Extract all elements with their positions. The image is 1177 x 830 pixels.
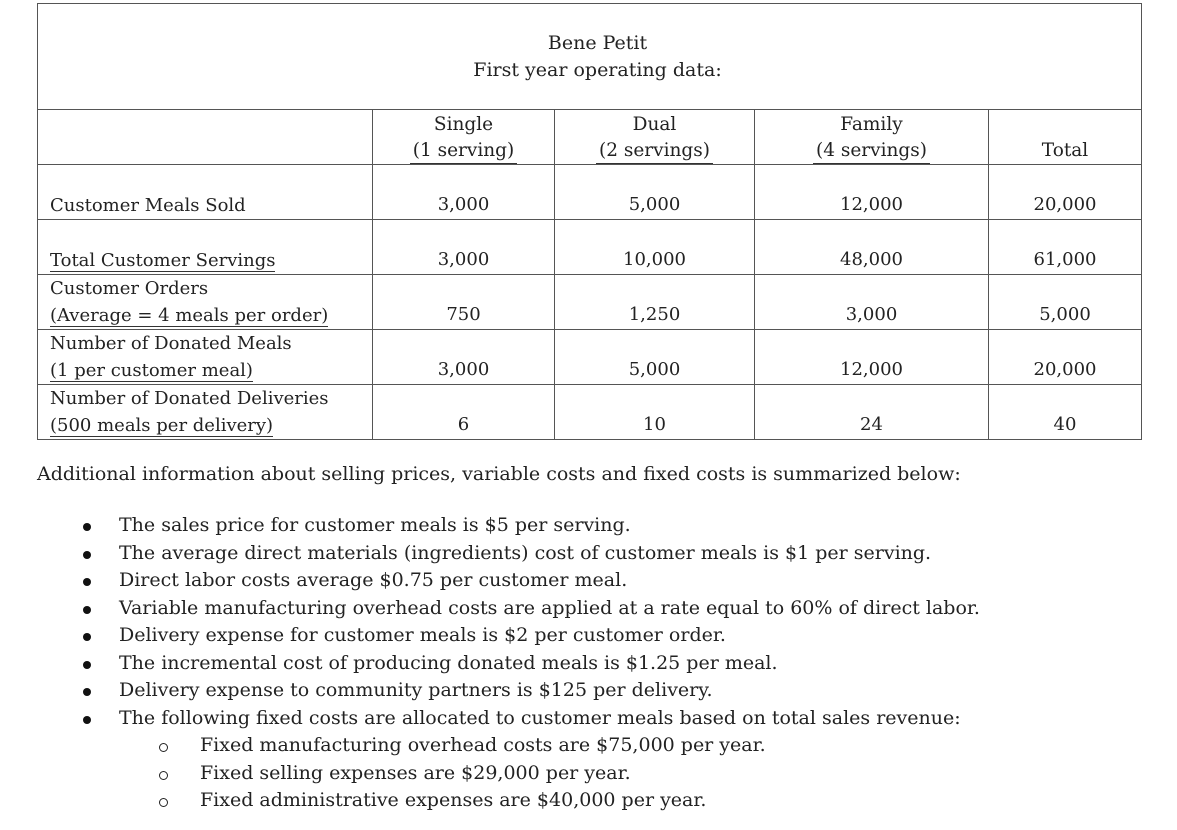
table-cell: 5,000 (555, 330, 755, 385)
header-empty-cell (38, 110, 373, 165)
sub-list-item: Fixed administrative expenses are $40,000 per year. (0, 787, 980, 815)
fixed-cost-sublist (119, 732, 980, 815)
table-row (38, 275, 1142, 330)
list-item: The incremental cost of producing donated meals is $1.25 per meal. (0, 650, 980, 678)
bullet-dot-icon (83, 661, 91, 669)
bullet-dot-icon (83, 523, 91, 531)
table-cell: 20,000 (989, 330, 1142, 385)
list-item: Delivery expense for customer meals is $2 per customer order. (0, 622, 980, 650)
operating-data-table-container (37, 3, 1141, 440)
list-item: The average direct materials (ingredients) cost of customer meals is $1 per serving. (0, 540, 980, 568)
list-item: The following fixed costs are allocated to customer meals based on total sales revenue: Fixed manufacturing overhead costs are $75,000 per year. Fixed selling expenses are $29,000 per year. Fixed administrative expenses are $40,000 per year. (0, 705, 980, 815)
row-label: Number of Donated Deliveries (500 meals per delivery) (38, 385, 373, 440)
table-cell: 3,000 (373, 165, 555, 220)
table-cell: 3,000 (373, 330, 555, 385)
column-header-single: Single (1 serving) (373, 110, 555, 165)
table-cell: 6 (373, 385, 555, 440)
table-row (38, 330, 1142, 385)
cost-bullet-list (0, 512, 980, 815)
table-header-row (38, 110, 1142, 165)
table-cell: 5,000 (555, 165, 755, 220)
table-cell: 750 (373, 275, 555, 330)
company-name: Bene Petit (547, 31, 648, 54)
table-cell: 40 (989, 385, 1142, 440)
table-cell: 10,000 (555, 220, 755, 275)
row-label: Customer Orders (Average = 4 meals per order) (38, 275, 373, 330)
bullet-dot-icon (83, 633, 91, 641)
list-item: Delivery expense to community partners is $125 per delivery. (0, 677, 980, 705)
bullet-dot-icon (83, 606, 91, 614)
bullet-circle-icon (159, 771, 168, 780)
table-cell: 3,000 (755, 275, 989, 330)
bullet-dot-icon (83, 551, 91, 559)
table-row (38, 165, 1142, 220)
column-header-total: Total (989, 110, 1142, 165)
table-title-cell (38, 4, 1142, 110)
table-subtitle: First year operating data: (473, 58, 722, 81)
list-item: The sales price for customer meals is $5 per serving. (0, 512, 980, 540)
table-cell: 20,000 (989, 165, 1142, 220)
row-label: Customer Meals Sold (38, 165, 373, 220)
table-cell: 24 (755, 385, 989, 440)
table-cell: 12,000 (755, 165, 989, 220)
sub-list-item: Fixed manufacturing overhead costs are $75,000 per year. (0, 732, 980, 760)
list-item: Variable manufacturing overhead costs are applied at a rate equal to 60% of direct labor. (0, 595, 980, 623)
bullet-dot-icon (83, 688, 91, 696)
operating-data-table (37, 3, 1142, 440)
column-header-dual: Dual (2 servings) (555, 110, 755, 165)
table-cell: 3,000 (373, 220, 555, 275)
table-row (38, 220, 1142, 275)
row-label: Total Customer Servings (38, 220, 373, 275)
table-cell: 1,250 (555, 275, 755, 330)
list-item: Direct labor costs average $0.75 per customer meal. (0, 567, 980, 595)
column-header-family: Family (4 servings) (755, 110, 989, 165)
table-cell: 5,000 (989, 275, 1142, 330)
table-cell: 12,000 (755, 330, 989, 385)
intro-paragraph: Additional information about selling prices, variable costs and fixed costs is summarized below: (37, 463, 961, 485)
table-cell: 61,000 (989, 220, 1142, 275)
sub-list-item: Fixed selling expenses are $29,000 per year. (0, 760, 980, 788)
table-cell: 10 (555, 385, 755, 440)
bullet-circle-icon (159, 743, 168, 752)
bullet-dot-icon (83, 716, 91, 724)
table-row (38, 385, 1142, 440)
row-label: Number of Donated Meals (1 per customer meal) (38, 330, 373, 385)
bullet-dot-icon (83, 578, 91, 586)
table-cell: 48,000 (755, 220, 989, 275)
bullet-circle-icon (159, 798, 168, 807)
